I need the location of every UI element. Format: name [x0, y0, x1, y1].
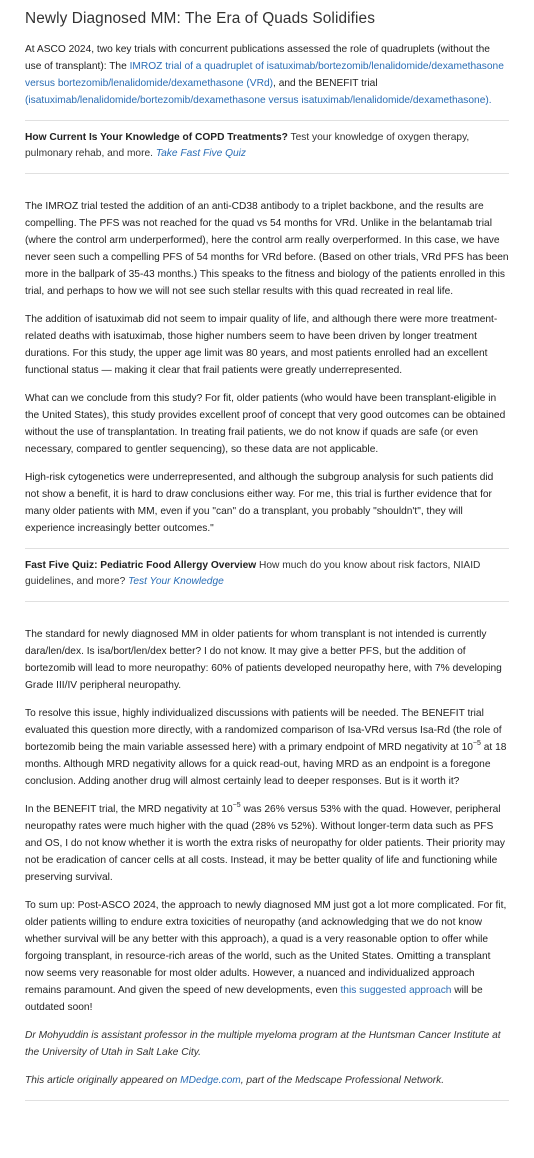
promo-heading: Fast Five Quiz: Pediatric Food Allergy Overview — [25, 560, 257, 571]
suggested-approach-link[interactable]: this suggested approach — [340, 985, 452, 996]
imroz-trial-link[interactable]: IMROZ trial of a quadruplet of isatuximab/bortezomib/lenalidomide/dexamethasone versus bortezomib/lenalidomide/dexamethasone (VRd) — [25, 61, 504, 89]
article-title: Newly Diagnosed MM: The Era of Quads Solidifies — [25, 10, 376, 27]
test-knowledge-link[interactable]: Test Your Knowledge — [128, 576, 224, 587]
benefit-trial-link[interactable]: (isatuximab/lenalidomide/bortezomib/dexamethasone versus isatuximab/lenalidomide/dexamethasone). — [25, 95, 492, 106]
promo-heading: How Current Is Your Knowledge of COPD Treatments? — [25, 132, 288, 143]
take-quiz-link[interactable]: Take Fast Five Quiz — [155, 148, 247, 159]
author-bio: Dr Mohyuddin is assistant professor in the multiple myeloma program at the Huntsman Cancer Institute at the University of Utah in Salt Lake City. — [25, 1030, 501, 1058]
source-note: This article originally appeared on MDedge.com, part of the Medscape Professional Network. — [25, 1075, 445, 1086]
body-paragraph: To sum up: Post-ASCO 2024, the approach to newly diagnosed MM just got a lot more complicated. For fit, older patients willing to endure extra toxicities of neuropathy (and acknowledging that we do not know whether survival will be any better with this approach), a quad is a very reasonable option to offer while forgoing transplant, in resource-rich areas of the world, such as the United States. Omitting a transplant now seems very reasonable for most older adults. However, a nuanced and individualized approach remains paramount. And given the speed of new developments, even this suggested approach will be outdated soon! — [25, 900, 507, 1013]
quiz-promo-copd: How Current Is Your Knowledge of COPD Treatments? Test your knowledge of oxygen therapy, pulmonary rehab, and more. Take Fast Five Quiz — [25, 132, 470, 159]
body-paragraph: What can we conclude from this study? For fit, older patients (who would have been transplant-eligible in the United States), this study provides excellent proof of concept that very good outcomes can be obtained without the use of transplantation. In treating frail patients, we do not know if quads are safe (or even necessary, compared to gentler sequencing), so these data are not applicable. — [25, 393, 506, 455]
quiz-promo-food-allergy: Fast Five Quiz: Pediatric Food Allergy Overview How much do you know about risk factors, NIAID guidelines, and more? Test Your Knowledge — [25, 560, 481, 587]
intro-paragraph: At ASCO 2024, two key trials with concurrent publications assessed the role of quadruplets (without the use of transplant): The IMROZ trial of a quadruplet of isatuximab/bortezomib/lenalidomide/dexamethasone versus bortezomib/lenalidomide/dexamethasone (VRd), and the BENEFIT trial (isatuximab/lenalidomide/bortezomib/dexamethasone versus isatuximab/lenalidomide/dexamethasone). — [25, 44, 504, 106]
divider — [25, 1100, 509, 1101]
body-paragraph: The standard for newly diagnosed MM in older patients for whom transplant is not intended is currently dara/len/dex. Is isa/bort/len/dex better? I do not know. It may give a better PFS, but the addition of bortezomib will lead to more neuropathy: 60% of patients developed neuropathy here, with 7% developing Grade III/IV peripheral neuropathy. — [25, 629, 502, 691]
body-paragraph: The IMROZ trial tested the addition of an anti-CD38 antibody to a triplet backbone, and the results are compelling. The PFS was not reached for the quad vs 54 months for VRd. Unlike in the belantamab trial (where the control arm underperformed), here the control arm really overperformed. In this case, we have never seen such a compelling PFS of 54 months for VRd before. (Based on other trials, VRd PFS has been more in the ballpark of 35-43 months.) This speaks to the fitness and biology of the patients enrolled in this trial, and perhaps to how we will not see such stellar results with this quad recreated in real life. — [25, 201, 509, 297]
mdedge-link[interactable]: MDedge.com — [180, 1075, 241, 1086]
body-paragraph: High-risk cytogenetics were underrepresented, and although the subgroup analysis for such patients did not show a benefit, it is hard to draw conclusions either way. For me, this trial is further evidence that for many older patients with MM, even if you "can" do a transplant, you probably "shouldn't", they will experience increasingly better outcomes." — [25, 472, 494, 534]
body-paragraph: The addition of isatuximab did not seem to impair quality of life, and although there were more treatment-related deaths with isatuximab, those higher numbers seem to have been driven by longer treatment durations. For this study, the upper age limit was 80 years, and most patients enrolled had an excellent functional status — making it clear that frail patients were greatly underrepresented. — [25, 314, 498, 376]
body-paragraph: In the BENEFIT trial, the MRD negativity at $10^{-5}$ was 26% versus 53% with the quad. However, peripheral neuropathy rates were much higher with the quad (28% vs 52%). Without longer-term data such as PFS and OS, I do not know whether it is worth the extra risks of neuropathy for older patients. Their priority may not be eradication of cancer cells at all costs. Instead, it may be better quality of life and functioning while preserving survival. — [25, 801, 505, 883]
body-paragraph: To resolve this issue, highly individualized discussions with patients will be needed. The BENEFIT trial evaluated this question more directly, with a randomized comparison of Isa-VRd versus Isa-Rd (the role of bortezomib being the main variable assessed here) with a primary endpoint of MRD negativity at $10^{-5}$ at 18 months. Although MRD negativity allows for a quick read-out, having MRD as an endpoint is a foregone conclusion. Adding another drug will almost certainly lead to deeper responses. But is it worth it? — [25, 708, 507, 787]
